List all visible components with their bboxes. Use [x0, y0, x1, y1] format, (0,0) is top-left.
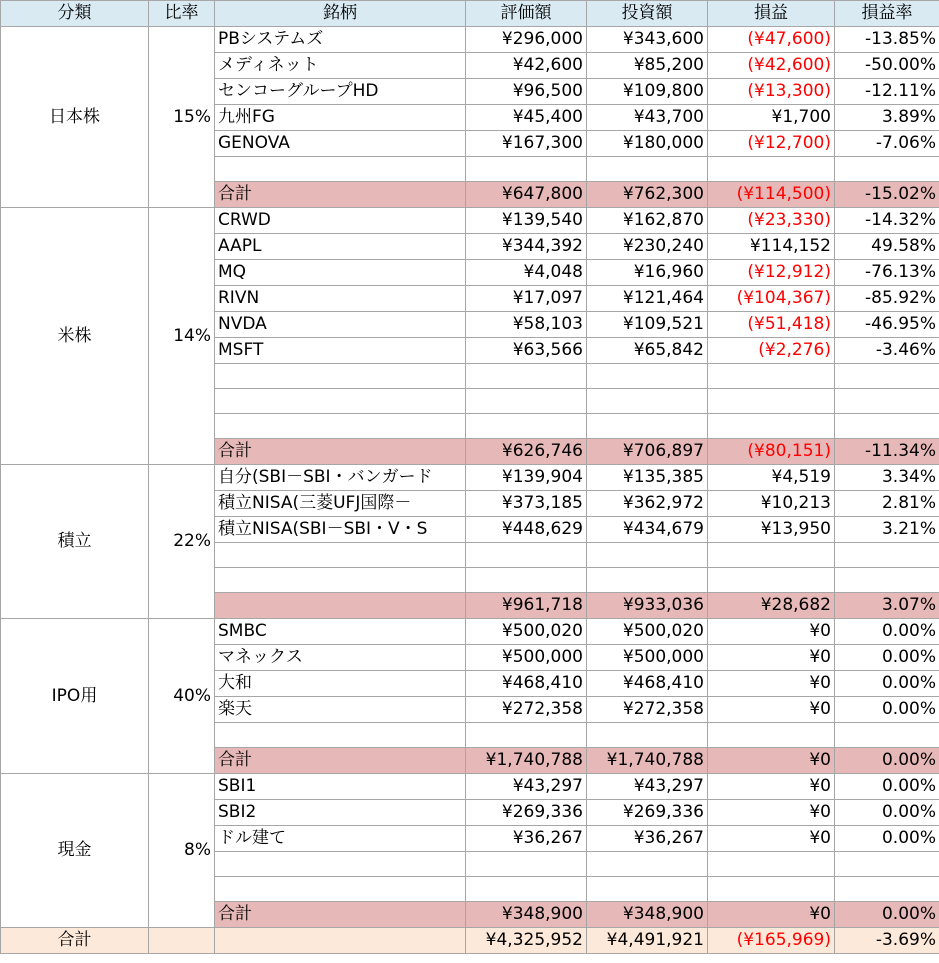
subtotal-label[interactable]: 合計 — [215, 182, 466, 208]
valuation-cell[interactable]: ¥43,297 — [466, 774, 587, 800]
profit-loss-rate-cell[interactable]: 0.00% — [835, 619, 939, 645]
investment-cell[interactable]: ¥500,000 — [587, 645, 708, 671]
investment-cell[interactable]: ¥109,521 — [587, 312, 708, 338]
profit-loss-rate-cell[interactable] — [835, 389, 939, 414]
subtotal-label[interactable]: 合計 — [215, 902, 466, 928]
grand-total-row — [1, 928, 939, 954]
investment-cell[interactable]: ¥162,870 — [587, 208, 708, 234]
profit-loss-cell[interactable]: (¥51,418) — [708, 312, 835, 338]
profit-loss-rate-cell[interactable] — [835, 852, 939, 877]
valuation-cell[interactable]: ¥167,300 — [466, 131, 587, 157]
profit-loss-cell[interactable]: ¥10,213 — [708, 491, 835, 517]
subtotal-investment[interactable]: ¥706,897 — [587, 439, 708, 465]
ratio-cell[interactable]: 15% — [149, 27, 215, 208]
investment-cell[interactable]: ¥434,679 — [587, 517, 708, 543]
valuation-cell[interactable] — [466, 543, 587, 568]
grand-total-profit-loss[interactable]: (¥165,969) — [708, 928, 835, 954]
profit-loss-cell[interactable] — [708, 414, 835, 439]
valuation-cell[interactable]: ¥468,410 — [466, 671, 587, 697]
header-row — [1, 1, 939, 27]
profit-loss-rate-cell[interactable]: -85.92% — [835, 286, 939, 312]
investment-cell[interactable]: ¥85,200 — [587, 53, 708, 79]
valuation-cell[interactable] — [466, 414, 587, 439]
profit-loss-cell[interactable] — [708, 877, 835, 902]
profit-loss-rate-cell[interactable] — [835, 414, 939, 439]
profit-loss-rate-cell[interactable] — [835, 157, 939, 182]
stock-name-cell[interactable] — [215, 543, 466, 568]
investment-cell[interactable] — [587, 157, 708, 182]
profit-loss-cell[interactable]: (¥12,912) — [708, 260, 835, 286]
profit-loss-rate-cell[interactable]: 2.81% — [835, 491, 939, 517]
subtotal-valuation[interactable]: ¥1,740,788 — [466, 748, 587, 774]
investment-cell[interactable]: ¥16,960 — [587, 260, 708, 286]
valuation-cell[interactable]: ¥42,600 — [466, 53, 587, 79]
investment-cell[interactable]: ¥500,020 — [587, 619, 708, 645]
investment-cell[interactable]: ¥180,000 — [587, 131, 708, 157]
grand-total-investment[interactable]: ¥4,491,921 — [587, 928, 708, 954]
table-row — [1, 774, 939, 800]
subtotal-profit-loss[interactable]: (¥114,500) — [708, 182, 835, 208]
profit-loss-rate-cell[interactable]: 0.00% — [835, 671, 939, 697]
stock-name-cell[interactable]: SBI2 — [215, 800, 466, 826]
header-valuation[interactable]: 評価額 — [466, 1, 587, 27]
valuation-cell[interactable]: ¥96,500 — [466, 79, 587, 105]
profit-loss-rate-cell[interactable]: 0.00% — [835, 800, 939, 826]
grand-total-profit-loss-rate[interactable]: -3.69% — [835, 928, 939, 954]
stock-name-cell[interactable] — [215, 389, 466, 414]
stock-name-cell[interactable] — [215, 157, 466, 182]
investment-cell[interactable]: ¥343,600 — [587, 27, 708, 53]
subtotal-label[interactable]: 合計 — [215, 748, 466, 774]
subtotal-profit-loss-rate[interactable]: 3.07% — [835, 593, 939, 619]
stock-name-cell[interactable]: NVDA — [215, 312, 466, 338]
stock-name-cell[interactable] — [215, 568, 466, 593]
grand-total-label[interactable]: 合計 — [1, 928, 149, 954]
valuation-cell[interactable]: ¥344,392 — [466, 234, 587, 260]
ratio-cell[interactable]: 22% — [149, 465, 215, 619]
investment-cell[interactable]: ¥121,464 — [587, 286, 708, 312]
ratio-cell[interactable]: 40% — [149, 619, 215, 774]
stock-name-cell[interactable] — [215, 364, 466, 389]
category-cell[interactable]: 日本株 — [1, 27, 149, 208]
profit-loss-rate-cell[interactable]: -50.00% — [835, 53, 939, 79]
valuation-cell[interactable]: ¥500,000 — [466, 645, 587, 671]
profit-loss-rate-cell[interactable]: 49.58% — [835, 234, 939, 260]
stock-name-cell[interactable]: SMBC — [215, 619, 466, 645]
stock-name-cell[interactable]: SBI1 — [215, 774, 466, 800]
stock-name-cell[interactable]: センコーグループHD — [215, 79, 466, 105]
profit-loss-rate-cell[interactable] — [835, 877, 939, 902]
valuation-cell[interactable]: ¥373,185 — [466, 491, 587, 517]
valuation-cell[interactable]: ¥500,020 — [466, 619, 587, 645]
grand-total-stock[interactable] — [215, 928, 466, 954]
profit-loss-cell[interactable]: ¥114,152 — [708, 234, 835, 260]
grand-total-ratio[interactable] — [149, 928, 215, 954]
investment-cell[interactable]: ¥135,385 — [587, 465, 708, 491]
header-stock[interactable]: 銘柄 — [215, 1, 466, 27]
category-cell[interactable]: IPO用 — [1, 619, 149, 774]
header-profit-loss[interactable]: 損益 — [708, 1, 835, 27]
profit-loss-rate-cell[interactable]: -46.95% — [835, 312, 939, 338]
subtotal-investment[interactable]: ¥348,900 — [587, 902, 708, 928]
profit-loss-cell[interactable] — [708, 389, 835, 414]
profit-loss-cell[interactable]: (¥13,300) — [708, 79, 835, 105]
profit-loss-cell[interactable]: (¥23,330) — [708, 208, 835, 234]
header-ratio[interactable]: 比率 — [149, 1, 215, 27]
stock-name-cell[interactable] — [215, 852, 466, 877]
stock-name-cell[interactable]: CRWD — [215, 208, 466, 234]
valuation-cell[interactable]: ¥448,629 — [466, 517, 587, 543]
subtotal-profit-loss-rate[interactable]: -15.02% — [835, 182, 939, 208]
investment-cell[interactable]: ¥269,336 — [587, 800, 708, 826]
investment-cell[interactable]: ¥43,700 — [587, 105, 708, 131]
subtotal-profit-loss-rate[interactable]: -11.34% — [835, 439, 939, 465]
valuation-cell[interactable]: ¥296,000 — [466, 27, 587, 53]
profit-loss-cell[interactable]: (¥47,600) — [708, 27, 835, 53]
profit-loss-cell[interactable] — [708, 364, 835, 389]
subtotal-profit-loss[interactable]: ¥0 — [708, 902, 835, 928]
investment-cell[interactable]: ¥272,358 — [587, 697, 708, 723]
valuation-cell[interactable] — [466, 157, 587, 182]
profit-loss-cell[interactable]: ¥1,700 — [708, 105, 835, 131]
profit-loss-rate-cell[interactable] — [835, 543, 939, 568]
subtotal-valuation[interactable]: ¥961,718 — [466, 593, 587, 619]
profit-loss-rate-cell[interactable]: 3.34% — [835, 465, 939, 491]
valuation-cell[interactable]: ¥139,904 — [466, 465, 587, 491]
grand-total-valuation[interactable]: ¥4,325,952 — [466, 928, 587, 954]
investment-cell[interactable]: ¥43,297 — [587, 774, 708, 800]
subtotal-valuation[interactable]: ¥647,800 — [466, 182, 587, 208]
profit-loss-cell[interactable]: ¥0 — [708, 671, 835, 697]
table-row — [1, 208, 939, 234]
subtotal-label[interactable]: 合計 — [215, 439, 466, 465]
investment-cell[interactable] — [587, 543, 708, 568]
valuation-cell[interactable]: ¥139,540 — [466, 208, 587, 234]
profit-loss-rate-cell[interactable]: -12.11% — [835, 79, 939, 105]
table-row — [1, 27, 939, 53]
profit-loss-rate-cell[interactable]: 0.00% — [835, 826, 939, 852]
ratio-cell[interactable]: 8% — [149, 774, 215, 928]
profit-loss-rate-cell[interactable]: -76.13% — [835, 260, 939, 286]
profit-loss-cell[interactable]: ¥13,950 — [708, 517, 835, 543]
profit-loss-cell[interactable]: (¥12,700) — [708, 131, 835, 157]
investment-cell[interactable] — [587, 389, 708, 414]
subtotal-investment[interactable]: ¥762,300 — [587, 182, 708, 208]
valuation-cell[interactable]: ¥269,336 — [466, 800, 587, 826]
investment-cell[interactable]: ¥468,410 — [587, 671, 708, 697]
table-row — [1, 619, 939, 645]
header-category[interactable]: 分類 — [1, 1, 149, 27]
profit-loss-cell[interactable] — [708, 852, 835, 877]
stock-name-cell[interactable]: 自分(SBI－SBI・バンガード — [215, 465, 466, 491]
subtotal-valuation[interactable]: ¥626,746 — [466, 439, 587, 465]
subtotal-valuation[interactable]: ¥348,900 — [466, 902, 587, 928]
profit-loss-cell[interactable] — [708, 543, 835, 568]
subtotal-profit-loss-rate[interactable]: 0.00% — [835, 902, 939, 928]
valuation-cell[interactable] — [466, 852, 587, 877]
profit-loss-cell[interactable]: ¥0 — [708, 826, 835, 852]
valuation-cell[interactable]: ¥272,358 — [466, 697, 587, 723]
profit-loss-rate-cell[interactable]: 0.00% — [835, 697, 939, 723]
profit-loss-rate-cell[interactable] — [835, 723, 939, 748]
profit-loss-rate-cell[interactable] — [835, 568, 939, 593]
investment-cell[interactable] — [587, 877, 708, 902]
valuation-cell[interactable]: ¥17,097 — [466, 286, 587, 312]
stock-name-cell[interactable] — [215, 723, 466, 748]
category-cell[interactable]: 現金 — [1, 774, 149, 928]
header-investment[interactable]: 投資額 — [587, 1, 708, 27]
stock-name-cell[interactable]: MQ — [215, 260, 466, 286]
profit-loss-cell[interactable]: (¥2,276) — [708, 338, 835, 364]
valuation-cell[interactable] — [466, 877, 587, 902]
valuation-cell[interactable] — [466, 568, 587, 593]
profit-loss-cell[interactable]: (¥42,600) — [708, 53, 835, 79]
stock-name-cell[interactable]: AAPL — [215, 234, 466, 260]
profit-loss-cell[interactable]: ¥0 — [708, 800, 835, 826]
profit-loss-cell[interactable]: (¥104,367) — [708, 286, 835, 312]
investment-cell[interactable] — [587, 364, 708, 389]
investment-cell[interactable] — [587, 414, 708, 439]
subtotal-label[interactable] — [215, 593, 466, 619]
investment-cell[interactable]: ¥65,842 — [587, 338, 708, 364]
profit-loss-rate-cell[interactable]: -14.32% — [835, 208, 939, 234]
valuation-cell[interactable]: ¥4,048 — [466, 260, 587, 286]
stock-name-cell[interactable]: 楽天 — [215, 697, 466, 723]
profit-loss-rate-cell[interactable]: -7.06% — [835, 131, 939, 157]
profit-loss-rate-cell[interactable] — [835, 364, 939, 389]
investment-cell[interactable]: ¥36,267 — [587, 826, 708, 852]
investment-cell[interactable] — [587, 568, 708, 593]
profit-loss-cell[interactable] — [708, 723, 835, 748]
stock-name-cell[interactable]: ドル建て — [215, 826, 466, 852]
category-cell[interactable]: 積立 — [1, 465, 149, 619]
subtotal-profit-loss[interactable]: ¥0 — [708, 748, 835, 774]
subtotal-profit-loss[interactable]: ¥28,682 — [708, 593, 835, 619]
stock-name-cell[interactable]: MSFT — [215, 338, 466, 364]
investment-cell[interactable]: ¥230,240 — [587, 234, 708, 260]
profit-loss-cell[interactable] — [708, 568, 835, 593]
stock-name-cell[interactable]: GENOVA — [215, 131, 466, 157]
profit-loss-cell[interactable] — [708, 157, 835, 182]
profit-loss-rate-cell[interactable]: 3.21% — [835, 517, 939, 543]
stock-name-cell[interactable] — [215, 414, 466, 439]
table-row — [1, 465, 939, 491]
ratio-cell[interactable]: 14% — [149, 208, 215, 465]
valuation-cell[interactable]: ¥36,267 — [466, 826, 587, 852]
valuation-cell[interactable] — [466, 364, 587, 389]
stock-name-cell[interactable]: RIVN — [215, 286, 466, 312]
subtotal-investment[interactable]: ¥933,036 — [587, 593, 708, 619]
valuation-cell[interactable]: ¥58,103 — [466, 312, 587, 338]
profit-loss-cell[interactable]: ¥0 — [708, 697, 835, 723]
profit-loss-rate-cell[interactable]: 0.00% — [835, 774, 939, 800]
stock-name-cell[interactable] — [215, 877, 466, 902]
profit-loss-cell[interactable]: ¥0 — [708, 619, 835, 645]
investment-cell[interactable] — [587, 852, 708, 877]
profit-loss-rate-cell[interactable]: -13.85% — [835, 27, 939, 53]
stock-name-cell[interactable]: 積立NISA(三菱UFJ国際－ — [215, 491, 466, 517]
valuation-cell[interactable]: ¥45,400 — [466, 105, 587, 131]
stock-name-cell[interactable]: マネックス — [215, 645, 466, 671]
valuation-cell[interactable] — [466, 389, 587, 414]
stock-name-cell[interactable]: 積立NISA(SBI－SBI・V・S — [215, 517, 466, 543]
valuation-cell[interactable] — [466, 723, 587, 748]
stock-name-cell[interactable]: 九州FG — [215, 105, 466, 131]
profit-loss-rate-cell[interactable]: 3.89% — [835, 105, 939, 131]
investment-cell[interactable] — [587, 723, 708, 748]
stock-name-cell[interactable]: PBシステムズ — [215, 27, 466, 53]
profit-loss-rate-cell[interactable]: 0.00% — [835, 645, 939, 671]
profit-loss-rate-cell[interactable]: -3.46% — [835, 338, 939, 364]
profit-loss-cell[interactable]: ¥0 — [708, 645, 835, 671]
stock-name-cell[interactable]: 大和 — [215, 671, 466, 697]
subtotal-investment[interactable]: ¥1,740,788 — [587, 748, 708, 774]
investment-cell[interactable]: ¥362,972 — [587, 491, 708, 517]
profit-loss-cell[interactable]: ¥4,519 — [708, 465, 835, 491]
subtotal-profit-loss-rate[interactable]: 0.00% — [835, 748, 939, 774]
profit-loss-cell[interactable]: ¥0 — [708, 774, 835, 800]
header-profit-loss-rate[interactable]: 損益率 — [835, 1, 939, 27]
subtotal-profit-loss[interactable]: (¥80,151) — [708, 439, 835, 465]
stock-name-cell[interactable]: メディネット — [215, 53, 466, 79]
investment-cell[interactable]: ¥109,800 — [587, 79, 708, 105]
valuation-cell[interactable]: ¥63,566 — [466, 338, 587, 364]
category-cell[interactable]: 米株 — [1, 208, 149, 465]
